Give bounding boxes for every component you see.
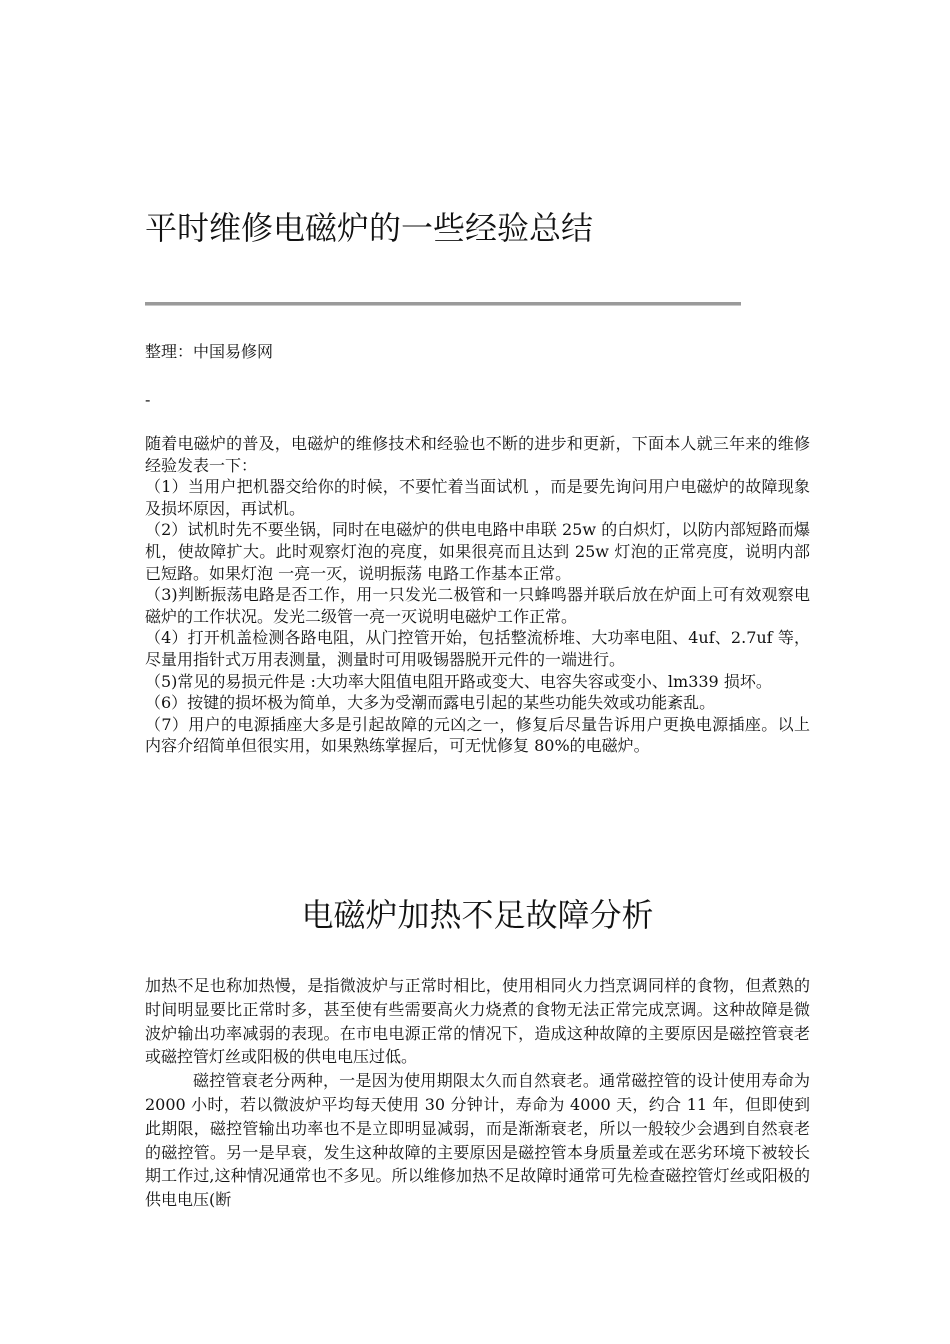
tip-item-6: （6）按键的损坏极为简单，大多为受潮而露电引起的某些功能失效或功能紊乱。 xyxy=(145,693,716,713)
tip-item-2: （2）试机时先不要坐锅，同时在电磁炉的供电电路中串联 25w 的白炽灯，以防内部短路而爆机，使故障扩大。此时观察灯泡的亮度，如果很亮而且达到 25w 灯泡的正常亮度，说明内部已短路。如果灯泡 一亮一灭，说明振荡 电路工作基本正常。 xyxy=(145,520,810,583)
editor-credit: 整理：中国易修网 xyxy=(145,342,274,361)
section-title: 电磁炉加热不足故障分析 xyxy=(301,896,654,934)
document-title: 平时维修电磁炉的一些经验总结 xyxy=(145,209,594,247)
separator-mark: - xyxy=(145,390,151,409)
analysis-paragraph-2: 磁控管衰老分两种，一是因为使用期限太久而自然衰老。通常磁控管的设计使用寿命为 2000 小时，若以微波炉平均每天使用 30 分钟计，寿命为 4000 天，约合 11 年，但即使到此期限，磁控管输出功率也不是立即明显减弱，而是渐渐衰老，所以一般较少会遇到自然衰老的磁控管。另一是早衰，发生这种故障的主要原因是磁控管本身质量差或在恶劣环境下被较长期工作过,这种情况通常也不多见。所以维修加热不足故障时通常可先检查磁控管灯丝或阳极的供电电压(断 xyxy=(145,1071,810,1210)
tip-item-1: （1）当用户把机器交给你的时候，不要忙着当面试机 ，而是要先询问用户电磁炉的故障现象及损坏原因，再试机。 xyxy=(145,477,810,518)
tip-item-5: （5)常见的易损元件是 :大功率大阻值电阻开路或变大、电容失容或变小、lm339 损坏。 xyxy=(145,671,772,691)
tip-item-7: （7）用户的电源插座大多是引起故障的元凶之一，修复后尽量告诉用户更换电源插座。以上内容介绍简单但很实用，如果熟练掌握后，可无忧修复 80%的电磁炉。 xyxy=(145,714,810,756)
tip-item-4: （4）打开机盖检测各路电阻，从门控管开始，包括整流桥堆、大功率电阻、4uf、2.7uf 等，尽量用指针式万用表测量，测量时可用吸锡器脱开元件的一端进行。 xyxy=(145,628,810,669)
intro-section xyxy=(145,433,810,757)
analysis-section xyxy=(145,974,810,1212)
intro-paragraph: 随着电磁炉的普及，电磁炉的维修技术和经验也不断的进步和更新，下面本人就三年来的维修经验发表一下： xyxy=(145,434,810,475)
tip-item-3: （3)判断振荡电路是否工作，用一只发光二极管和一只蜂鸣器并联后放在炉面上可有效观察电磁炉的工作状况。发光二级管一亮一灭说明电磁炉工作正常。 xyxy=(145,585,810,626)
analysis-paragraph-1: 加热不足也称加热慢，是指微波炉与正常时相比，使用相同火力挡烹调同样的食物，但煮熟的时间明显要比正常时多，甚至使有些需要高火力烧煮的食物无法正常完成烹调。这种故障是微波炉输出功率减弱的表现。在市电电源正常的情况下，造成这种故障的主要原因是磁控管衰老或磁控管灯丝或阳极的供电电压过低。 xyxy=(145,976,810,1067)
title-divider xyxy=(145,302,741,306)
